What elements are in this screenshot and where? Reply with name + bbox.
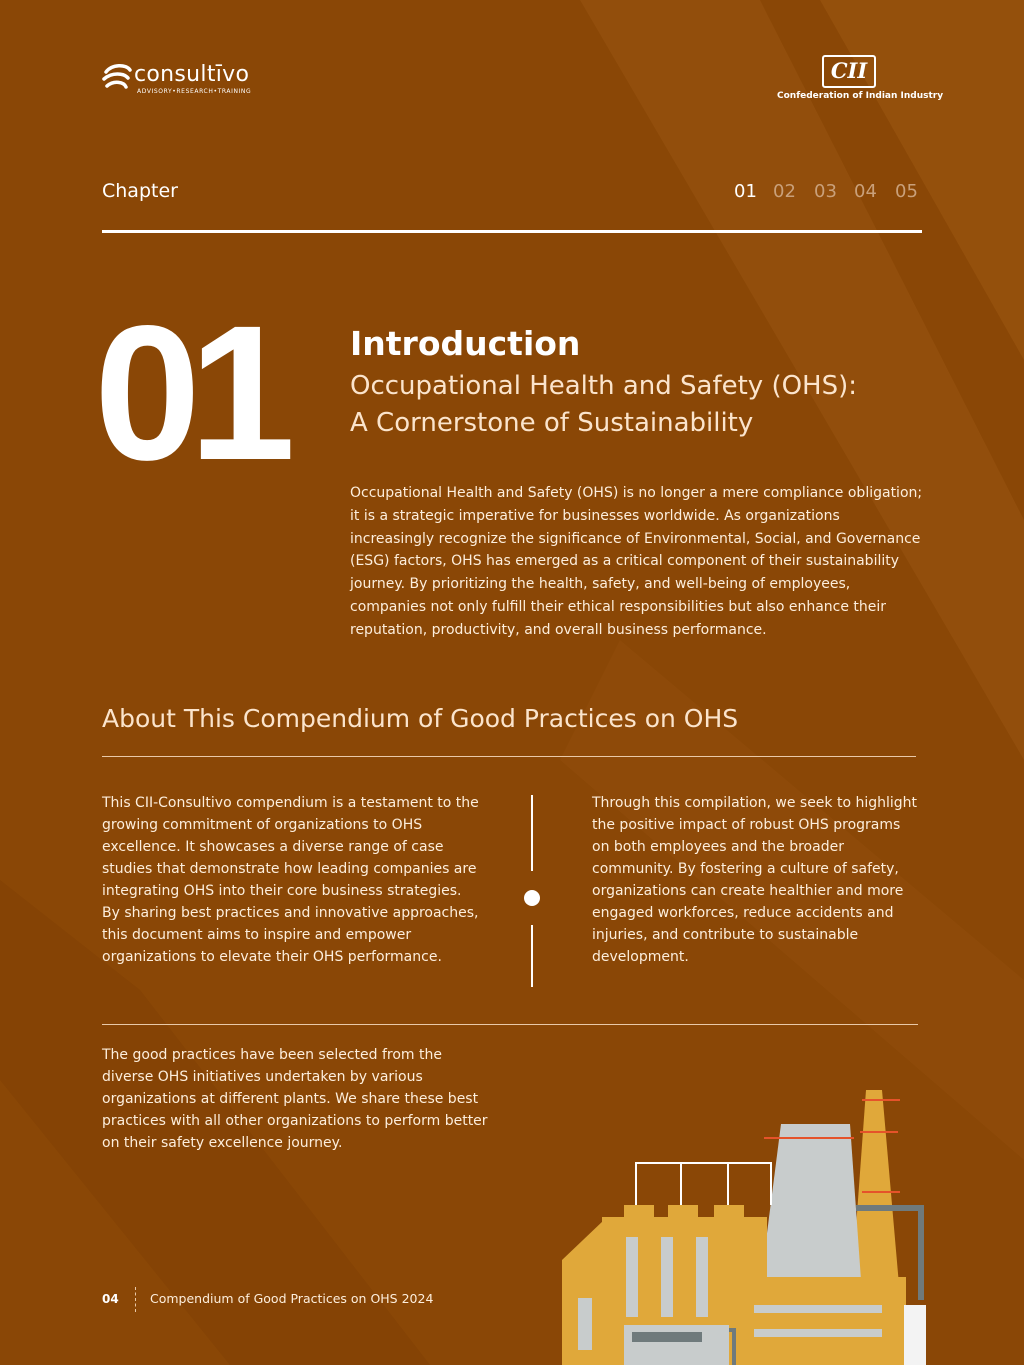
factory-illustration	[556, 1085, 926, 1365]
intro-subtitle-line2: A Cornerstone of Sustainability	[350, 408, 754, 438]
chapter-nav	[734, 181, 924, 207]
intro-title: Introduction	[350, 324, 581, 363]
section-divider	[102, 1024, 918, 1025]
column-divider-bottom	[531, 925, 533, 987]
about-divider	[102, 756, 916, 757]
intro-paragraph: Occupational Health and Safety (OHS) is no longer a mere compliance obligation; it is a strategic imperative for businesses worldwide. As organizations increasingly recognize the significance of Environmental, Social, and Governance (ESG) factors, OHS has emerged as a critical component of their sustainability journey. By prioritizing the health, safety, and well-being of employees, companies not only fulfill their ethical responsibilities but also enhance their reputation, productivity, and overall business performance.	[350, 485, 923, 638]
cii-logo	[770, 55, 944, 105]
column-divider-top	[531, 795, 533, 871]
chapter-nav-04[interactable]: 04	[854, 181, 877, 202]
header-divider	[102, 230, 922, 233]
chapter-nav-03[interactable]: 03	[814, 181, 837, 202]
about-bottom-paragraph: The good practices have been selected from the diverse OHS initiatives undertaken by various organizations at different plants. We share these best practices with all other organizations to perform better on their safety excellence journey.	[102, 1047, 488, 1151]
about-left-paragraph: This CII-Consultivo compendium is a testament to the growing commitment of organizations to OHS excellence. It showcases a diverse range of case studies that demonstrate how leading companies are integrating OHS into their core business strategies. By sharing best practices and innovative approaches, this document aims to inspire and empower organizations to elevate their OHS performance.	[102, 795, 479, 965]
cii-full-name: Confederation of Indian Industry	[777, 91, 944, 101]
page-number: 04	[102, 1292, 119, 1306]
about-heading: About This Compendium of Good Practices on OHS	[102, 704, 739, 733]
column-divider-dot	[524, 890, 540, 906]
consultivo-swirl-icon	[102, 62, 134, 92]
chapter-number: 01	[94, 285, 284, 500]
intro-subtitle-line1: Occupational Health and Safety (OHS):	[350, 371, 858, 401]
footer-publication-title: Compendium of Good Practices on OHS 2024	[150, 1291, 434, 1306]
intro-subtitle	[350, 368, 970, 442]
chapter-label: Chapter	[102, 180, 178, 202]
chapter-nav-02[interactable]: 02	[773, 181, 796, 202]
about-right-paragraph: Through this compilation, we seek to highlight the positive impact of robust OHS programs on both employees and the broader community. By fostering a culture of safety, organizations can create healthier and more engaged workforces, reduce accidents and injuries, and contribute to sustainable development.	[592, 795, 918, 965]
footer-separator	[135, 1287, 136, 1312]
chapter-nav-01[interactable]: 01	[734, 181, 757, 202]
chapter-nav-05[interactable]: 05	[895, 181, 918, 202]
consultivo-tagline: ADVISORY•RESEARCH•TRAINING	[137, 88, 252, 95]
consultivo-name: consultīvo	[134, 62, 250, 87]
cii-abbreviation: CII	[822, 55, 876, 88]
consultivo-logo	[102, 60, 262, 98]
